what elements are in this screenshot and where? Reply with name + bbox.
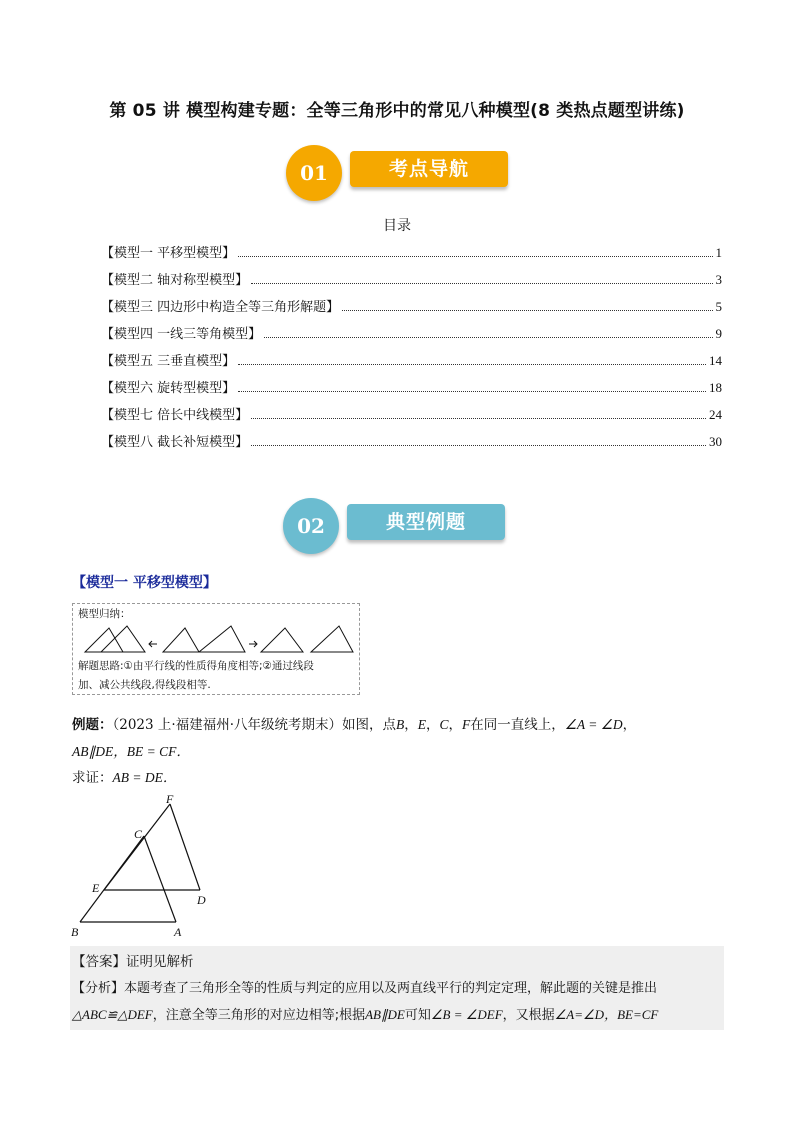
answer-text: 证明见解析 xyxy=(126,954,194,970)
label-D: D xyxy=(197,893,206,907)
toc-item[interactable] xyxy=(101,405,722,423)
badge-label: 典型例题 xyxy=(347,504,505,540)
badge-label: 考点导航 xyxy=(350,151,508,187)
answer-label: 【答案】 xyxy=(72,954,126,970)
example-condition: AB∥DE，BE = CF． xyxy=(72,744,190,759)
toc-item-page: 18 xyxy=(709,380,722,395)
toc-leader xyxy=(238,391,706,392)
toc-leader xyxy=(251,418,706,419)
analysis-text: ，又根据 xyxy=(502,1008,555,1023)
badge-number: 01 xyxy=(286,145,342,201)
label-F: F xyxy=(166,792,174,806)
analysis-label: 【分析】 xyxy=(72,981,125,996)
example-label: 例题： xyxy=(72,717,113,733)
toc-item-title: 【模型五 三垂直模型】 xyxy=(101,354,236,369)
document-title: 第 05 讲 模型构建专题：全等三角形中的常见八种模型(8 类热点题型讲练) xyxy=(109,101,685,121)
translation-model-figure xyxy=(81,622,356,656)
toc-item-title: 【模型八 截长补短模型】 xyxy=(101,435,249,450)
analysis-text: 可知 xyxy=(404,1008,431,1023)
analysis-math: AB∥DE xyxy=(365,1007,405,1022)
toc-item-page: 14 xyxy=(709,353,722,368)
toc-item-title: 【模型三 四边形中构造全等三角形解题】 xyxy=(101,300,340,315)
analysis-math: ∠A=∠D，BE=CF xyxy=(554,1007,659,1022)
example-line1-rest: 在同一直线上， xyxy=(470,717,565,733)
model-triangle xyxy=(163,628,199,652)
toc-leader xyxy=(238,256,712,257)
label-C: C xyxy=(134,827,143,841)
badge-number: 02 xyxy=(283,498,339,554)
point-list: B xyxy=(395,717,405,732)
label-B: B xyxy=(71,925,79,939)
segment-EF xyxy=(104,804,170,890)
toc-item[interactable] xyxy=(101,378,722,396)
toc-leader xyxy=(251,283,712,284)
example-line-3 xyxy=(72,766,176,786)
toc-leader xyxy=(238,364,706,365)
toc-item-page: 30 xyxy=(709,434,722,449)
toc-item-title: 【模型一 平移型模型】 xyxy=(101,246,236,261)
toc-item-title: 【模型六 旋转型模型】 xyxy=(101,381,236,396)
example-line-2 xyxy=(72,740,190,760)
prove-statement: AB = DE． xyxy=(112,770,177,785)
badge-kaodian-daohang xyxy=(286,143,511,203)
model-box-tip-line2: 加、减公共线段,得线段相等. xyxy=(78,679,211,691)
label-A: A xyxy=(174,925,182,939)
model-summary-box xyxy=(72,603,360,695)
label-E: E xyxy=(92,881,100,895)
toc-item-title: 【模型七 倍长中线模型】 xyxy=(101,408,249,423)
toc-item-page: 9 xyxy=(715,326,722,341)
toc-item-page: 1 xyxy=(715,245,722,260)
prove-label: 求证： xyxy=(72,770,113,786)
answer-line xyxy=(72,950,194,970)
toc-item-title: 【模型二 轴对称型模型】 xyxy=(101,273,249,288)
analysis-line-1 xyxy=(72,977,657,996)
analysis-text: ，注意全等三角形的对应边相等;根据 xyxy=(152,1008,366,1023)
toc-item[interactable] xyxy=(101,297,722,315)
toc-leader xyxy=(342,310,712,311)
toc-leader xyxy=(251,445,706,446)
toc-item-page: 24 xyxy=(709,407,722,422)
model-box-title: 模型归纳： xyxy=(78,608,131,620)
toc-leader xyxy=(264,337,712,338)
toc-item[interactable] xyxy=(101,270,722,288)
toc-item-page: 3 xyxy=(715,272,722,287)
toc-item[interactable] xyxy=(101,324,722,342)
model-triangle xyxy=(199,626,245,652)
example-line-1: 例题：（2023 上·福建福州·八年级统考期末）如图，点B，E，C，F在同一直线上，∠A = ∠D， xyxy=(72,717,637,733)
toc-item[interactable] xyxy=(101,432,722,450)
analysis-line-2 xyxy=(72,1004,658,1023)
toc-item-page: 5 xyxy=(715,299,722,314)
segment-FD xyxy=(170,804,200,890)
geometry-figure xyxy=(66,790,226,940)
analysis-text-1: 本题考查了三角形全等的性质与判定的应用以及两直线平行的判定定理，解此题的关键是推出 xyxy=(124,981,658,996)
toc-item[interactable] xyxy=(101,243,722,261)
toc-heading: 目录 xyxy=(383,218,411,234)
model-triangle xyxy=(261,628,303,652)
example-source: （2023 上·福建福州·八年级统考期末）如图，点 xyxy=(112,717,396,733)
model-triangle xyxy=(311,626,353,652)
model-box-tip-line1: 解题思路:①由平行线的性质得角度相等;②通过线段 xyxy=(78,660,314,672)
analysis-math: △ABC≌△DEF xyxy=(72,1007,153,1022)
segment-CA xyxy=(144,836,176,922)
analysis-math: ∠B = ∠DEF xyxy=(430,1007,503,1022)
toc-item-title: 【模型四 一线三等角模型】 xyxy=(101,327,262,342)
toc-item[interactable] xyxy=(101,351,722,369)
badge-dianxing-liti xyxy=(283,496,511,556)
section-heading: 【模型一 平移型模型】 xyxy=(72,575,217,591)
